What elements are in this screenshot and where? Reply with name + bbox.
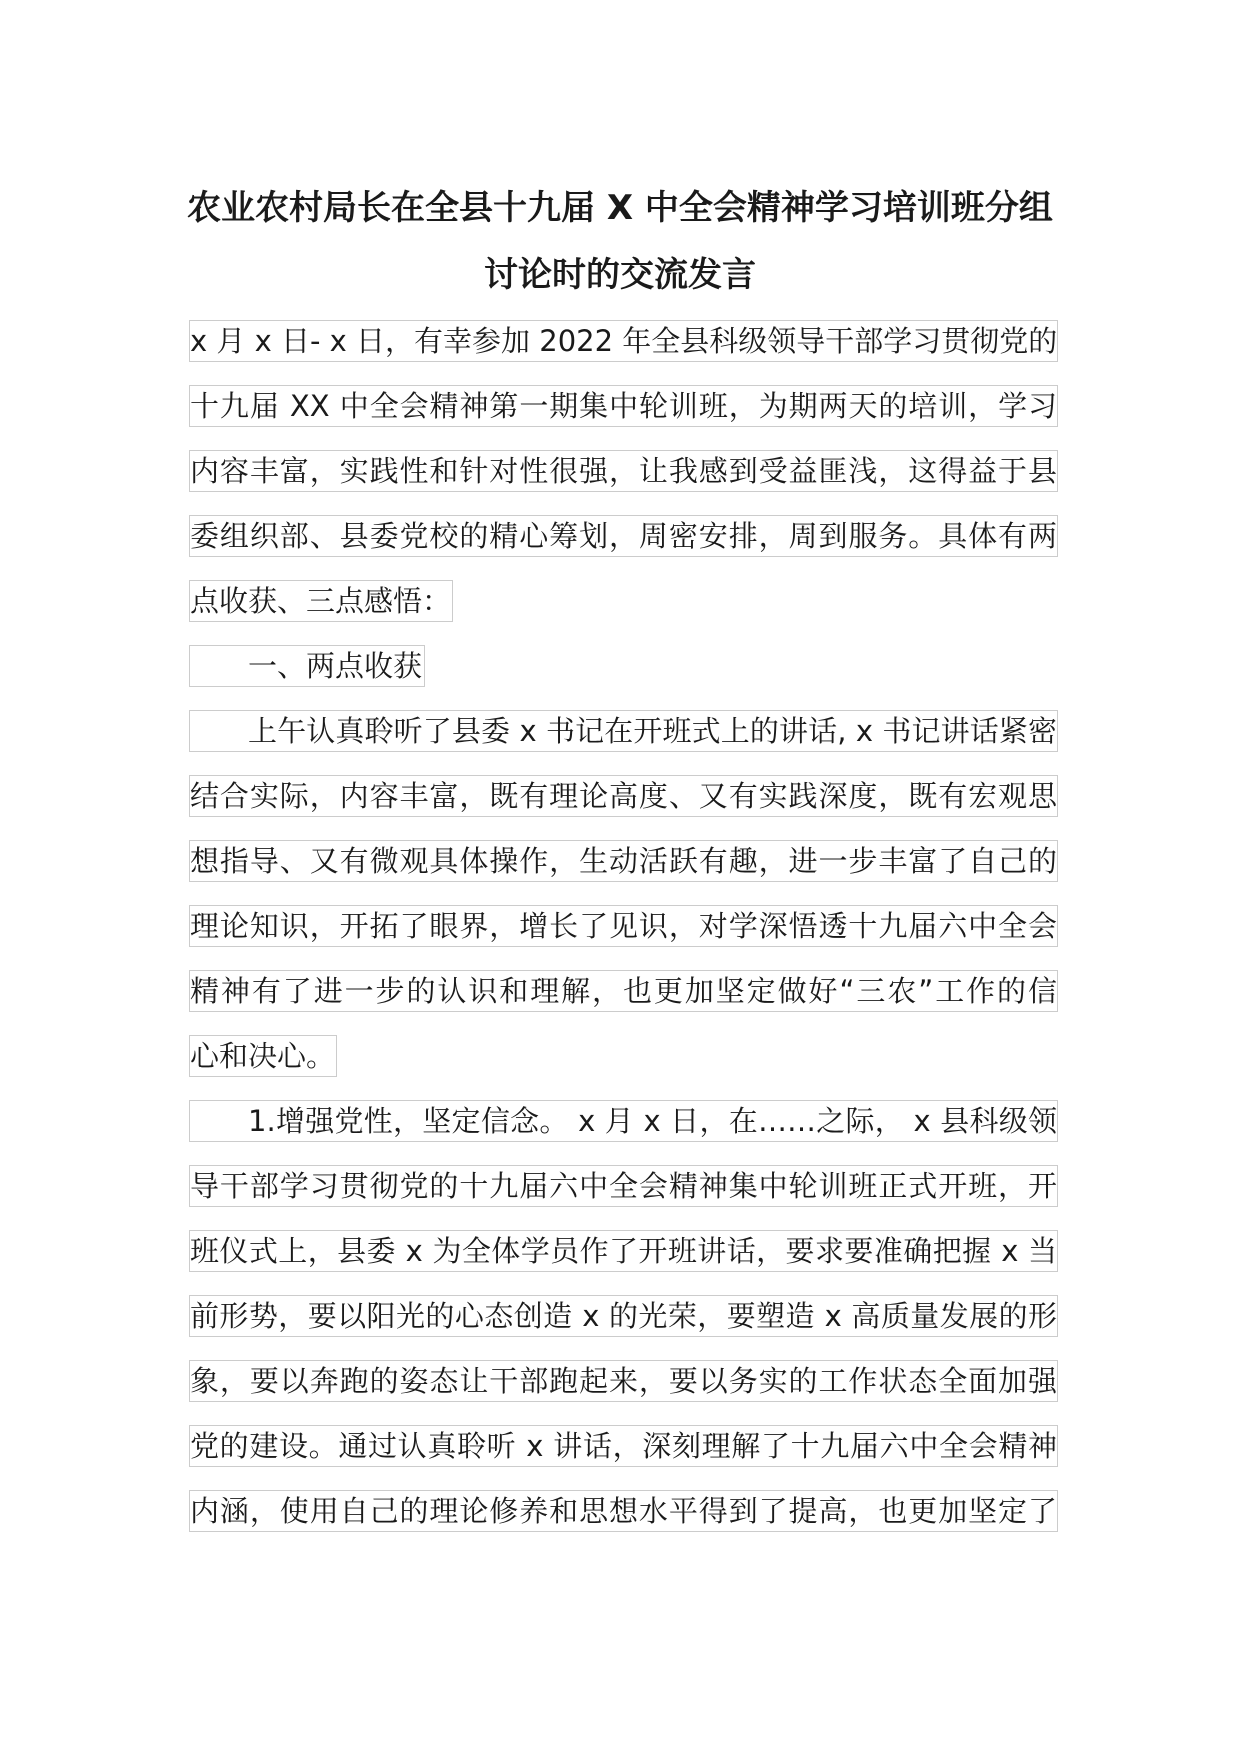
- para-one-line-3: 想指导、又有微观具体操作，生动活跃有趣，进一步丰富了自己的: [189, 840, 1058, 882]
- section-heading: 一、两点收获: [189, 645, 425, 687]
- document-title-line-2: 讨论时的交流发言: [484, 255, 756, 295]
- para-two-line-2: 导干部学习贯彻党的十九届六中全会精神集中轮训班正式开班，开: [189, 1165, 1058, 1207]
- para-one-line-5: 精神有了进一步的认识和理解，也更加坚定做好“三农”工作的信: [189, 970, 1058, 1012]
- para-two-line-1: 1.增强党性，坚定信念。 x 月 x 日，在……之际， x 县科级领: [189, 1100, 1058, 1142]
- document-title-line-1: 农业农村局长在全县十九届 X 中全会精神学习培训班分组: [187, 188, 1053, 228]
- para-one-line-6: 心和决心。: [189, 1035, 337, 1077]
- intro-line-4: 委组织部、县委党校的精心筹划，周密安排，周到服务。具体有两: [189, 515, 1058, 557]
- intro-line-3: 内容丰富，实践性和针对性很强，让我感到受益匪浅，这得益于县: [189, 450, 1058, 492]
- para-two-line-4: 前形势，要以阳光的心态创造 x 的光荣，要塑造 x 高质量发展的形: [189, 1295, 1058, 1337]
- para-two-line-5: 象，要以奔跑的姿态让干部跑起来，要以务实的工作状态全面加强: [189, 1360, 1058, 1402]
- para-one-line-1: 上午认真聆听了县委 x 书记在开班式上的讲话, x 书记讲话紧密: [189, 710, 1058, 752]
- para-two-line-6: 党的建设。通过认真聆听 x 讲话，深刻理解了十九届六中全会精神: [189, 1425, 1058, 1467]
- para-two-line-3: 班仪式上，县委 x 为全体学员作了开班讲话，要求要准确把握 x 当: [189, 1230, 1058, 1272]
- intro-line-5: 点收获、三点感悟：: [189, 580, 453, 622]
- intro-line-1: x 月 x 日- x 日，有幸参加 2022 年全县科级领导干部学习贯彻党的: [189, 320, 1058, 362]
- intro-line-2: 十九届 XX 中全会精神第一期集中轮训班，为期两天的培训，学习: [189, 385, 1058, 427]
- para-one-line-4: 理论知识，开拓了眼界，增长了见识，对学深悟透十九届六中全会: [189, 905, 1058, 947]
- para-two-line-7: 内涵，使用自己的理论修养和思想水平得到了提高，也更加坚定了: [189, 1490, 1058, 1532]
- para-one-line-2: 结合实际，内容丰富，既有理论高度、又有实践深度，既有宏观思: [189, 775, 1058, 817]
